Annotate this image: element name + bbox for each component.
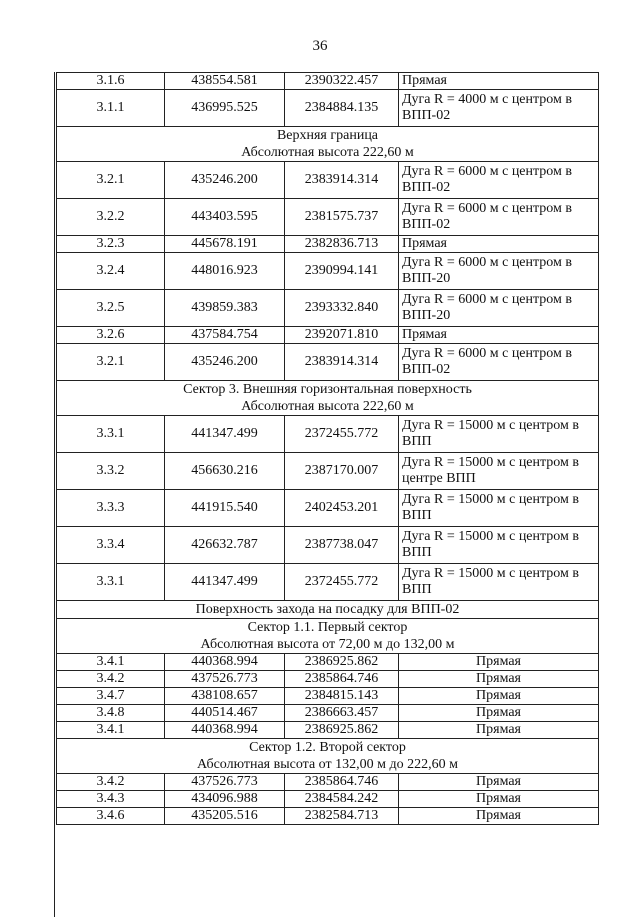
x-coordinate-cell: 448016.923: [165, 253, 285, 290]
section-header-row: [57, 601, 599, 619]
table-row: [57, 199, 599, 236]
segment-description-cell: Дуга R = 6000 м с центром в ВПП-02: [399, 199, 599, 236]
table-row: [57, 654, 599, 671]
segment-description-cell: Прямая: [399, 808, 599, 825]
table-row: [57, 808, 599, 825]
point-id-cell: 3.4.1: [57, 654, 165, 671]
y-coordinate-cell: 2382836.713: [285, 236, 399, 253]
x-coordinate-cell: 438554.581: [165, 73, 285, 90]
table-row: [57, 253, 599, 290]
x-coordinate-cell: 436995.525: [165, 90, 285, 127]
point-id-cell: 3.3.3: [57, 490, 165, 527]
point-id-cell: 3.2.1: [57, 162, 165, 199]
x-coordinate-cell: 438108.657: [165, 688, 285, 705]
table-row: [57, 791, 599, 808]
x-coordinate-cell: 445678.191: [165, 236, 285, 253]
table-row: [57, 290, 599, 327]
point-id-cell: 3.4.8: [57, 705, 165, 722]
segment-description-cell: Прямая: [399, 791, 599, 808]
point-id-cell: 3.4.1: [57, 722, 165, 739]
segment-description-cell: Дуга R = 15000 м с центром в центре ВПП: [399, 453, 599, 490]
section-header-row: [57, 127, 599, 162]
table-row: [57, 453, 599, 490]
y-coordinate-cell: 2384584.242: [285, 791, 399, 808]
point-id-cell: 3.2.2: [57, 199, 165, 236]
y-coordinate-cell: 2392071.810: [285, 327, 399, 344]
x-coordinate-cell: 435246.200: [165, 162, 285, 199]
x-coordinate-cell: 456630.216: [165, 453, 285, 490]
segment-description-cell: Прямая: [399, 705, 599, 722]
segment-description-cell: Дуга R = 15000 м с центром в ВПП: [399, 490, 599, 527]
section-header-row: [57, 619, 599, 654]
x-coordinate-cell: 441915.540: [165, 490, 285, 527]
x-coordinate-cell: 434096.988: [165, 791, 285, 808]
left-scan-edge: [54, 72, 55, 917]
y-coordinate-cell: 2387170.007: [285, 453, 399, 490]
table-row: [57, 416, 599, 453]
point-id-cell: 3.4.2: [57, 774, 165, 791]
segment-description-cell: Прямая: [399, 654, 599, 671]
table-row: [57, 722, 599, 739]
y-coordinate-cell: 2381575.737: [285, 199, 399, 236]
point-id-cell: 3.2.3: [57, 236, 165, 253]
point-id-cell: 3.3.4: [57, 527, 165, 564]
point-id-cell: 3.3.2: [57, 453, 165, 490]
x-coordinate-cell: 439859.383: [165, 290, 285, 327]
table-row: [57, 671, 599, 688]
y-coordinate-cell: 2402453.201: [285, 490, 399, 527]
table-row: [57, 774, 599, 791]
point-id-cell: 3.4.3: [57, 791, 165, 808]
table-row: [57, 90, 599, 127]
x-coordinate-cell: 437584.754: [165, 327, 285, 344]
point-id-cell: 3.4.7: [57, 688, 165, 705]
table-row: [57, 527, 599, 564]
section-header: Сектор 1.1. Первый сектор Абсолютная высота от 72,00 м до 132,00 м: [57, 619, 599, 654]
coordinates-table-body: [57, 73, 599, 825]
table-row: [57, 162, 599, 199]
y-coordinate-cell: 2382584.713: [285, 808, 399, 825]
point-id-cell: 3.4.6: [57, 808, 165, 825]
x-coordinate-cell: 441347.499: [165, 416, 285, 453]
point-id-cell: 3.2.5: [57, 290, 165, 327]
segment-description-cell: Дуга R = 4000 м с центром в ВПП-02: [399, 90, 599, 127]
table-row: [57, 327, 599, 344]
section-header-row: [57, 381, 599, 416]
x-coordinate-cell: 440368.994: [165, 654, 285, 671]
coordinates-table: [56, 72, 599, 825]
point-id-cell: 3.1.1: [57, 90, 165, 127]
y-coordinate-cell: 2384884.135: [285, 90, 399, 127]
segment-description-cell: Дуга R = 15000 м с центром в ВПП: [399, 564, 599, 601]
point-id-cell: 3.2.1: [57, 344, 165, 381]
section-header-row: [57, 739, 599, 774]
table-row: [57, 688, 599, 705]
segment-description-cell: Прямая: [399, 671, 599, 688]
y-coordinate-cell: 2385864.746: [285, 671, 399, 688]
y-coordinate-cell: 2390322.457: [285, 73, 399, 90]
section-header: Сектор 1.2. Второй сектор Абсолютная высота от 132,00 м до 222,60 м: [57, 739, 599, 774]
table-row: [57, 236, 599, 253]
segment-description-cell: Дуга R = 6000 м с центром в ВПП-02: [399, 162, 599, 199]
section-header: Поверхность захода на посадку для ВПП-02: [57, 601, 599, 619]
y-coordinate-cell: 2386925.862: [285, 722, 399, 739]
x-coordinate-cell: 440368.994: [165, 722, 285, 739]
segment-description-cell: Прямая: [399, 236, 599, 253]
segment-description-cell: Прямая: [399, 688, 599, 705]
section-header: Сектор 3. Внешняя горизонтальная поверхность Абсолютная высота 222,60 м: [57, 381, 599, 416]
y-coordinate-cell: 2372455.772: [285, 416, 399, 453]
y-coordinate-cell: 2385864.746: [285, 774, 399, 791]
segment-description-cell: Прямая: [399, 327, 599, 344]
table-row: [57, 73, 599, 90]
point-id-cell: 3.2.4: [57, 253, 165, 290]
x-coordinate-cell: 426632.787: [165, 527, 285, 564]
segment-description-cell: Дуга R = 15000 м с центром в ВПП: [399, 527, 599, 564]
point-id-cell: 3.2.6: [57, 327, 165, 344]
y-coordinate-cell: 2383914.314: [285, 344, 399, 381]
point-id-cell: 3.4.2: [57, 671, 165, 688]
segment-description-cell: Прямая: [399, 774, 599, 791]
section-header: Верхняя граница Абсолютная высота 222,60 м: [57, 127, 599, 162]
segment-description-cell: Дуга R = 15000 м с центром в ВПП: [399, 416, 599, 453]
y-coordinate-cell: 2386925.862: [285, 654, 399, 671]
table-row: [57, 490, 599, 527]
y-coordinate-cell: 2372455.772: [285, 564, 399, 601]
y-coordinate-cell: 2387738.047: [285, 527, 399, 564]
segment-description-cell: Дуга R = 6000 м с центром в ВПП-02: [399, 344, 599, 381]
x-coordinate-cell: 435205.516: [165, 808, 285, 825]
x-coordinate-cell: 437526.773: [165, 671, 285, 688]
segment-description-cell: Прямая: [399, 73, 599, 90]
table-row: [57, 564, 599, 601]
table-row: [57, 705, 599, 722]
segment-description-cell: Дуга R = 6000 м с центром в ВПП-20: [399, 290, 599, 327]
x-coordinate-cell: 443403.595: [165, 199, 285, 236]
point-id-cell: 3.1.6: [57, 73, 165, 90]
x-coordinate-cell: 440514.467: [165, 705, 285, 722]
y-coordinate-cell: 2383914.314: [285, 162, 399, 199]
segment-description-cell: Дуга R = 6000 м с центром в ВПП-20: [399, 253, 599, 290]
y-coordinate-cell: 2390994.141: [285, 253, 399, 290]
page-number: 36: [312, 38, 328, 54]
y-coordinate-cell: 2386663.457: [285, 705, 399, 722]
table-row: [57, 344, 599, 381]
y-coordinate-cell: 2384815.143: [285, 688, 399, 705]
point-id-cell: 3.3.1: [57, 564, 165, 601]
x-coordinate-cell: 437526.773: [165, 774, 285, 791]
segment-description-cell: Прямая: [399, 722, 599, 739]
x-coordinate-cell: 435246.200: [165, 344, 285, 381]
point-id-cell: 3.3.1: [57, 416, 165, 453]
x-coordinate-cell: 441347.499: [165, 564, 285, 601]
y-coordinate-cell: 2393332.840: [285, 290, 399, 327]
